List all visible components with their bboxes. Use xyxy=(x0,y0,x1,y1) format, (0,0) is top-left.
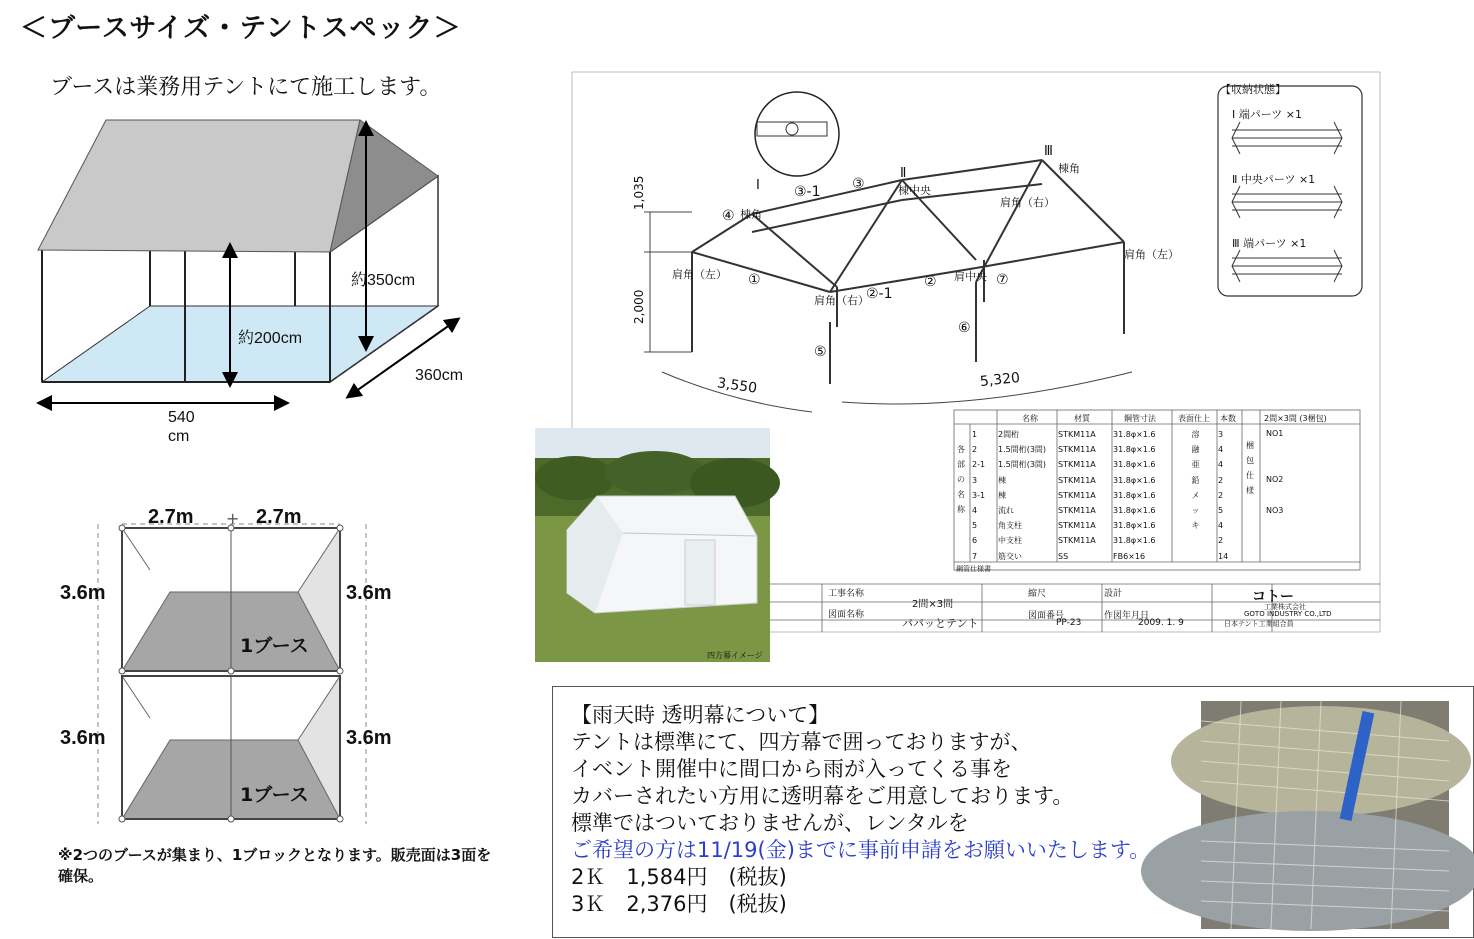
rain-line-2: イベント開催中に間口から雨が入ってくる事を xyxy=(571,757,1012,781)
tb-date-value: 2009. 1. 9 xyxy=(1138,618,1184,628)
company-name: 工業株式会社 xyxy=(1264,603,1306,611)
depth-label: 360cm xyxy=(415,367,464,384)
tb-project-value: 2間×3間 xyxy=(912,599,954,610)
table-side-label: 各部の名称 xyxy=(957,445,965,514)
label-ridge-corner-3: 棟角 xyxy=(1058,162,1080,175)
label-part-1: ① xyxy=(748,272,761,288)
label-ridge-center: 棟中央 xyxy=(898,184,931,197)
booth-label-top: 1ブース xyxy=(240,635,309,657)
steel-spec-label: 鋼管仕様書 xyxy=(956,565,991,573)
col-width-right: 2.7m xyxy=(256,506,302,528)
parts-table-body xyxy=(972,427,1247,564)
label-part-3-1: ③-1 xyxy=(794,184,821,200)
table-row: 5 角支柱 STKM11A 31.8φ×1.6 キ 4 xyxy=(972,521,1224,531)
pack-header: 2間×3間 (3梱包) xyxy=(1264,414,1327,423)
tb-number-label: 図面番号 xyxy=(1028,611,1065,621)
pack-row-3: NO3 xyxy=(1266,506,1284,515)
table-row: 3 棟 STKM11A 31.8φ×1.6 鉛 2 xyxy=(972,475,1224,485)
rain-line-3: カバーされたい方用に透明幕をご用意しております。 xyxy=(571,784,1074,808)
depth-left-bottom: 3.6m xyxy=(60,727,106,749)
company-note: 日本テント工業組合員 xyxy=(1224,620,1294,628)
booth-3d-illustration xyxy=(30,110,490,450)
label-shoulder-right: 肩角（右） xyxy=(1000,196,1055,209)
label-roman-3: Ⅲ xyxy=(1044,144,1053,159)
label-part-3: ③ xyxy=(852,176,865,192)
table-row: 3-1 棟 STKM11A 31.8φ×1.6 メ 2 xyxy=(972,490,1224,500)
price-3k: 3Ｋ 2,376円 (税抜) xyxy=(571,892,787,916)
label-shoulder-left: 肩角（左） xyxy=(1124,248,1179,261)
dim-w2: 5,320 xyxy=(979,369,1021,391)
table-header-size: 鋼管寸法 xyxy=(1124,414,1156,423)
rain-cover-panel xyxy=(552,686,1474,938)
label-part-6: ⑥ xyxy=(958,320,971,336)
table-row: 2-1 1.5間桁(3間) STKM11A 31.8φ×1.6 亜 4 xyxy=(972,460,1224,470)
tb-design-label: 設計 xyxy=(1104,589,1123,599)
rain-deadline: ご希望の方は11/19(金)までに事前申請をお願いいたします。 xyxy=(571,838,1151,862)
dim-h1: 1,035 xyxy=(632,175,646,210)
col-width-left: 2.7m xyxy=(148,506,194,528)
label-ridge-corner-1: 棟角 xyxy=(740,208,762,221)
page-subtitle: ブースは業務用テントにて施工します。 xyxy=(50,75,442,100)
tb-number-value: PP-23 xyxy=(1056,618,1082,628)
depth-right-top: 3.6m xyxy=(346,582,392,604)
table-header-finish: 表面仕上 xyxy=(1178,414,1210,423)
storage-item-1: Ⅰ 端パーツ ×1 xyxy=(1232,108,1303,121)
label-roman-1: Ⅰ xyxy=(756,178,760,193)
tb-scale-label: 縮尺 xyxy=(1028,589,1047,599)
label-part-7: ⑦ xyxy=(996,272,1009,288)
label-shoulder-right-2: 肩角（右） xyxy=(814,294,869,307)
table-row: 4 流れ STKM11A 31.8φ×1.6 ッ 5 xyxy=(972,506,1224,516)
price-2k: 2Ｋ 1,584円 (税抜) xyxy=(571,865,787,889)
tb-drawing-value: パパッとテント xyxy=(902,617,979,630)
pack-side-label: 梱包仕様 xyxy=(1246,441,1254,495)
table-row: 6 中支柱 STKM11A 31.8φ×1.6 2 xyxy=(972,536,1224,546)
table-row: 2 1.5間桁(3間) STKM11A 31.8φ×1.6 融 4 xyxy=(972,445,1224,455)
label-roman-2: Ⅱ xyxy=(900,166,907,181)
storage-title: 【収納状態】 xyxy=(1220,83,1286,96)
rain-line-4: 標準ではついておりませんが、レンタルを xyxy=(571,811,969,835)
label-shoulder-left-2: 肩角（左） xyxy=(672,268,727,281)
table-header-name: 名称 xyxy=(1022,414,1038,423)
footnote: ※2つのブースが集まり、1ブロックとなります。販売面は3面を確保。 xyxy=(58,846,492,885)
pack-row-2: NO2 xyxy=(1266,475,1284,484)
tb-date-label: 作図年月日 xyxy=(1104,611,1150,621)
tb-drawing-label: 図面名称 xyxy=(828,610,865,620)
table-row: 7 筋交い SS FB6×16 14 xyxy=(972,551,1229,561)
depth-right-bottom: 3.6m xyxy=(346,727,392,749)
table-header-material: 材質 xyxy=(1074,414,1090,423)
label-part-4: ④ xyxy=(722,208,735,224)
rain-line-1: テントは標準にて、四方幕で囲っておりますが、 xyxy=(571,730,1032,754)
svg-text:+: + xyxy=(226,509,240,528)
company-logo: コトー xyxy=(1252,589,1294,605)
dim-h2: 2,000 xyxy=(632,289,646,324)
dim-w1: 3,550 xyxy=(716,375,759,397)
tb-project-label: 工事名称 xyxy=(828,589,865,599)
photo-caption: 四方幕イメージ xyxy=(707,651,763,660)
label-shoulder-center: 肩中央 xyxy=(954,270,987,283)
label-part-2-1: ②-1 xyxy=(866,286,893,302)
table-row: 1 2間桁 STKM11A 31.8φ×1.6 溶 3 xyxy=(972,430,1224,439)
transparent-sheet-photo xyxy=(1201,701,1449,929)
storage-item-2: Ⅱ 中央パーツ ×1 xyxy=(1232,173,1316,186)
table-header-qty: 本数 xyxy=(1220,414,1236,423)
height-eave-label: 約200cm xyxy=(238,330,303,347)
height-total-label: 約350cm xyxy=(351,272,416,289)
storage-item-3: Ⅲ 端パーツ ×1 xyxy=(1232,237,1307,250)
label-part-2: ② xyxy=(924,274,937,290)
pack-row-1: NO1 xyxy=(1266,429,1284,438)
rain-heading: 【雨天時 透明幕について】 xyxy=(571,703,830,727)
page-title: ＜ブースサイズ・テントスペック＞ xyxy=(20,13,462,44)
label-part-5: ⑤ xyxy=(814,344,827,360)
tent-photo xyxy=(535,428,770,662)
width-number-label: 540 xyxy=(168,409,195,426)
company-en: GOTO INDUSTRY CO.,LTD xyxy=(1244,610,1332,618)
booth-label-bottom: 1ブース xyxy=(240,784,309,806)
depth-left-top: 3.6m xyxy=(60,582,106,604)
width-unit-label: cm xyxy=(168,428,190,445)
